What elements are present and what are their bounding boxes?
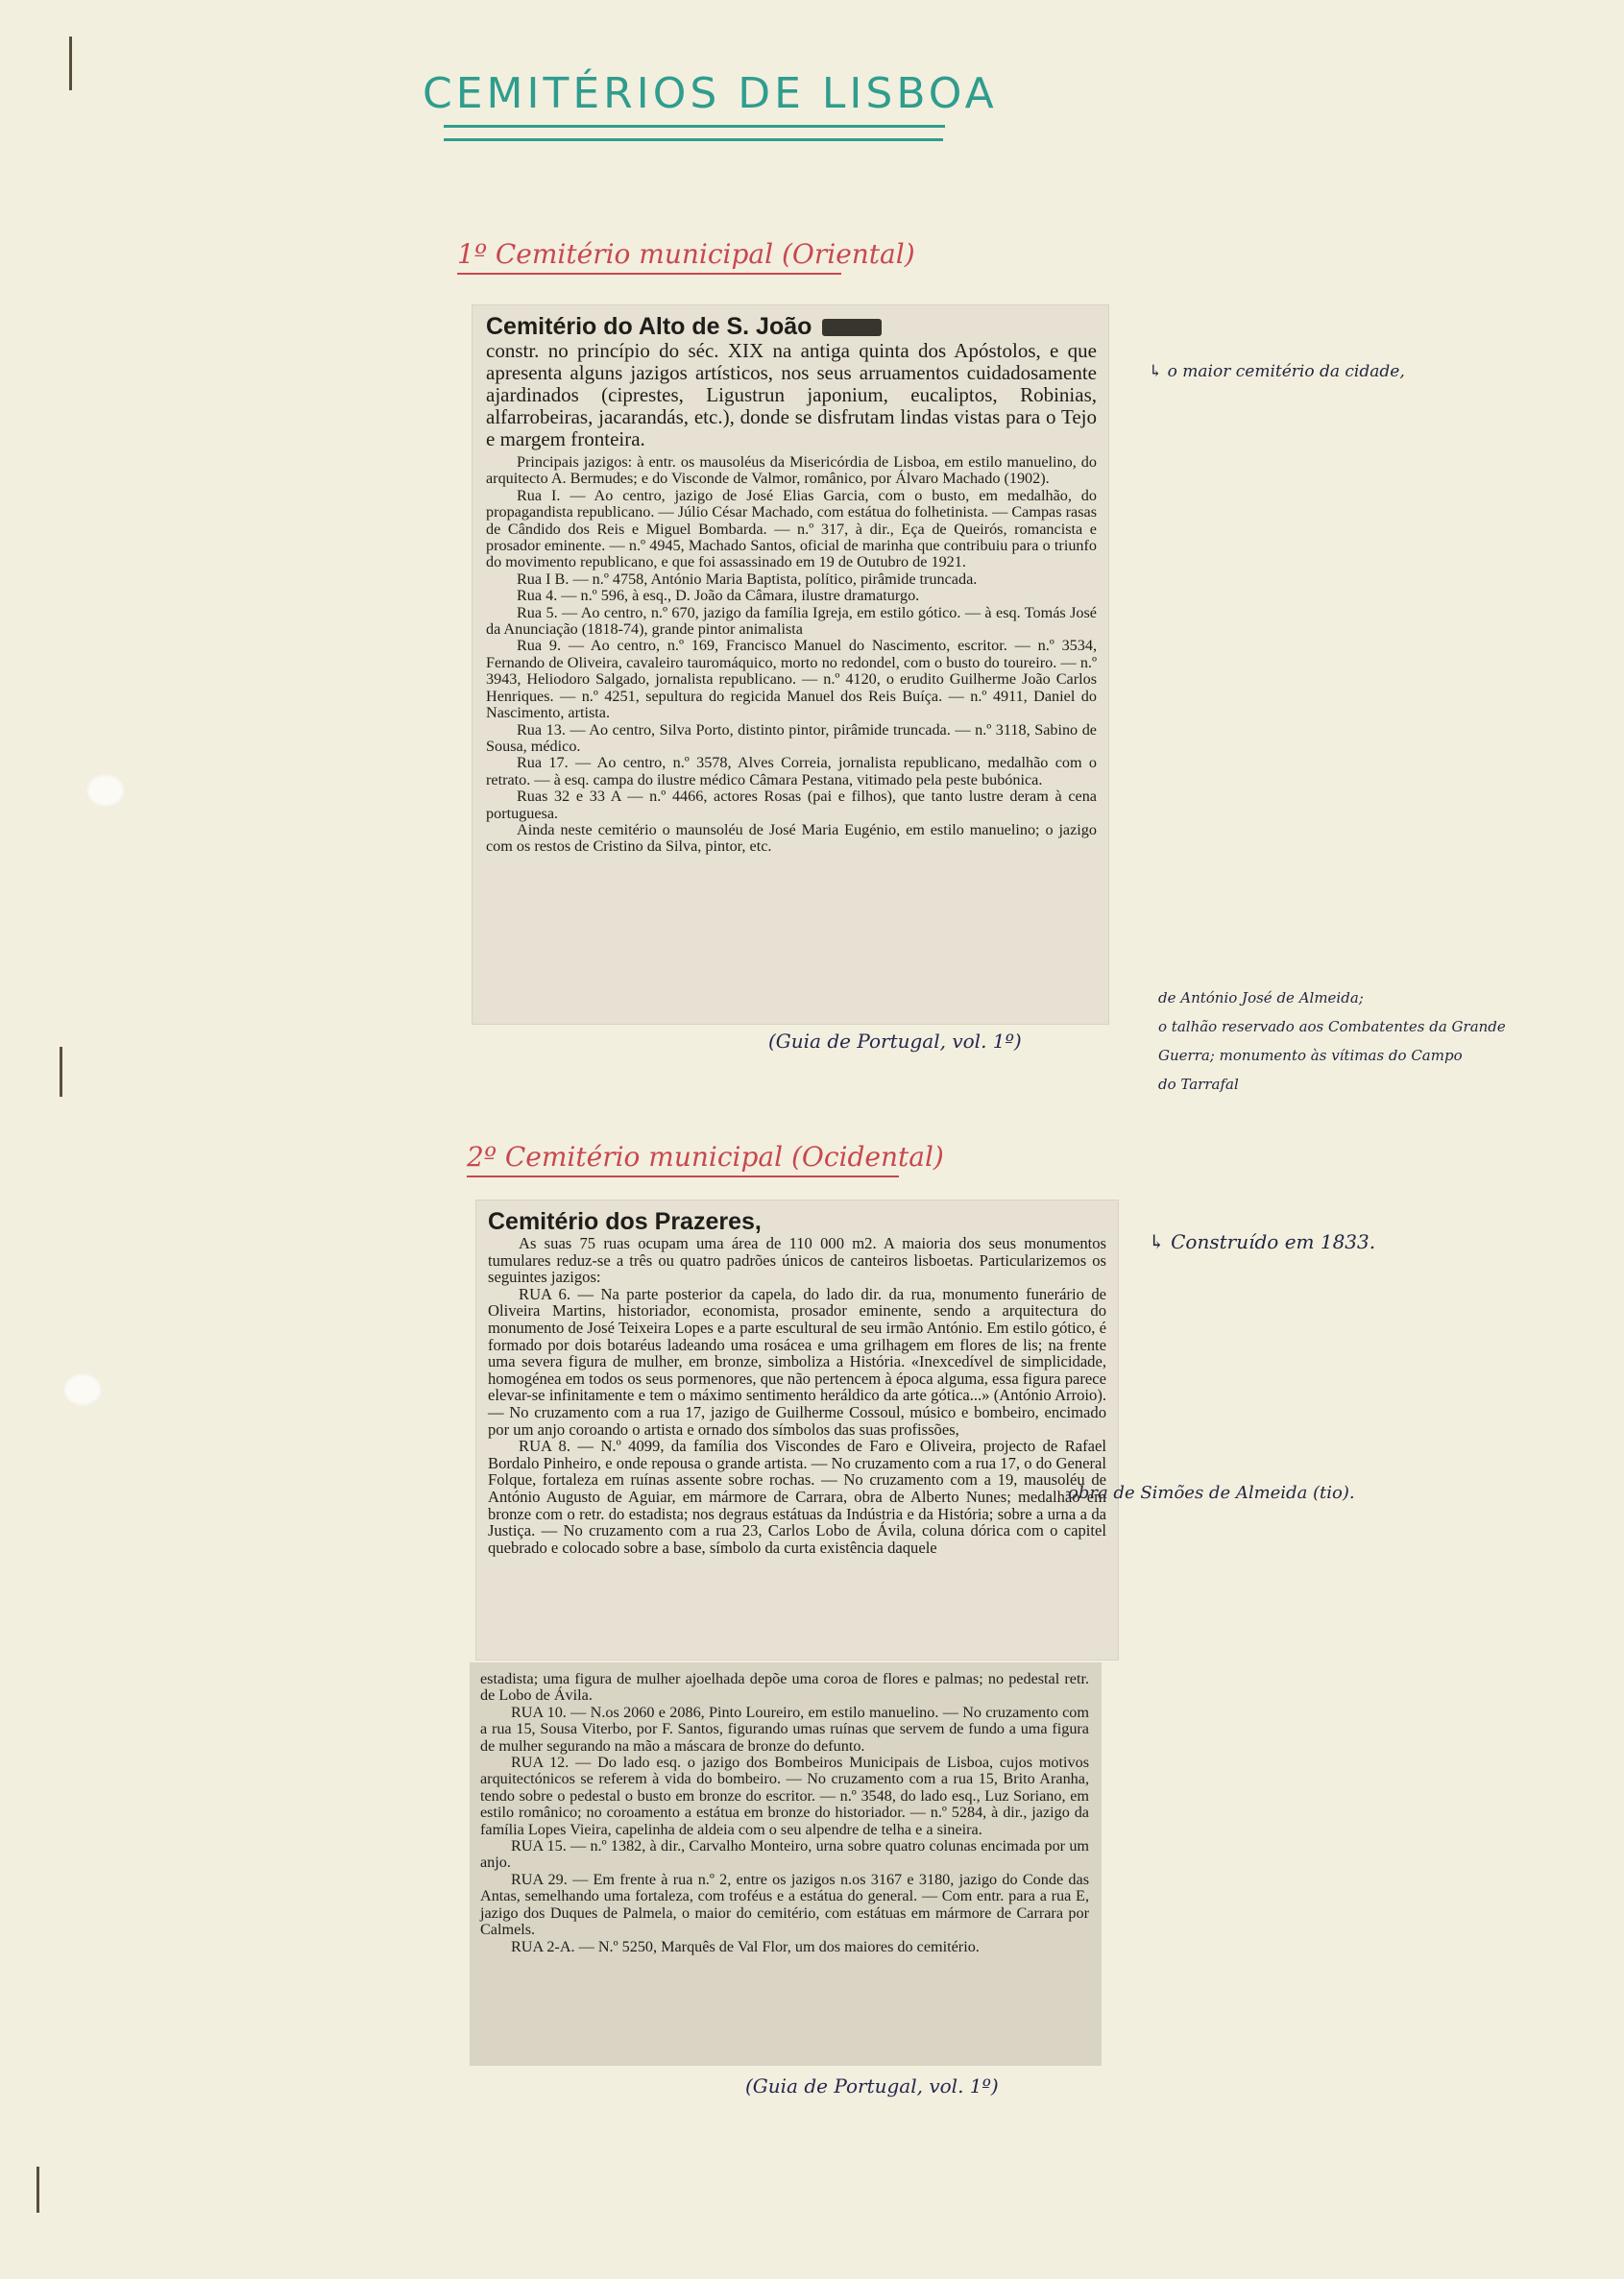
section1-paragraph: Rua I. — Ao centro, jazigo de José Elias Garcia, com o busto, em medalhão, do propagandista republicano. — Júlio César Machado, com estátua do folhetinista. — Campas rasas de Cândido dos Reis e Miguel Bombarda. — n.º 317, à dir., Eça de Queirós, romancista e prosador eminente. — n.º 4945, Machado Santos, oficial de marinha que contribuiu para o triunfo do movimento republicano, e que foi assassinado em 19 de Outubro de 1921. [486,486,1097,571]
binder-hole-bottom [63,1373,102,1406]
section2-note-top-text: Construído em 1833. [1171,1230,1376,1253]
section1-lead: constr. no princípio do séc. XIX na antiga quinta dos Apóstolos, e que apresenta alguns jazigos artísticos, nos seus arruamentos cuidadosamente ajardinados (ciprestes, Ligustrun japonium, eucaliptos, Robinias, alfarrobeiras, jacarandás, etc.), donde se disfrutam lindas vistas para o Tejo e margem fronteira. [486,339,1097,450]
section2-paragraph: estadista; uma figura de mulher ajoelhada depõe uma coroa de flores e palmas; no pedestal retr. de Lobo de Ávila. [480,1670,1089,1705]
section2-citation: (Guia de Portugal, vol. 1º) [745,2074,999,2097]
section1-clipping-title: Cemitério do Alto de S. João [486,313,812,340]
margin-tick-bottom [36,2167,39,2213]
section1-paragraph: Principais jazigos: à entr. os mausoléus da Misericórdia de Lisboa, em estilo manuelino, do arquitecto A. Bermudes; e do Visconde de Valmor, românico, por Álvaro Machado (1902). [486,453,1097,488]
section2-body-a [488,1235,1106,1556]
section1-note-top-text: o maior cemitério da cidade, [1167,362,1405,381]
section1-paragraph: Rua 5. — Ao centro, n.º 670, jazigo da família Igreja, em estilo gótico. — à esq. Tomás José da Anunciação (1818-74), grande pintor animalista [486,603,1097,639]
section1-paragraph: Rua 4. — n.º 596, à esq., D. João da Câmara, ilustre dramaturgo. [517,587,920,605]
section1-clipping [473,305,1108,1024]
section2-note-top [1149,1227,1375,1256]
section2-lead: As suas 75 ruas ocupam uma área de 110 000 m2. A maioria dos seus monumentos tumulares reduz-se a três ou quatro padrões únicos de canteiros lisboetas. Particularizemos os seguintes jazigos: [488,1234,1106,1287]
section2-paragraph: RUA 10. — N.os 2060 e 2086, Pinto Loureiro, em estilo manuelino. — No cruzamento com a rua 15, Sousa Viterbo, por F. Santos, figurando umas ruínas que servem de fundo a uma figura de mulher segurando na mão a máscara de bronze do defunto. [480,1703,1089,1755]
section2-inline-note: obra de Simões de Almeida (tio). [1068,1483,1355,1503]
section1-paragraph: Ruas 32 e 33 A — n.º 4466, actores Rosas (pai e filhos), que tanto lustre deram à cena portuguesa. [486,788,1097,822]
section1-note-line: do Tarrafal [1158,1076,1239,1093]
section2-heading: 2º Cemitério municipal (Ocidental) [467,1141,944,1173]
section1-citation: (Guia de Portugal, vol. 1º) [768,1030,1022,1053]
section2-paragraph: RUA 12. — Do lado esq. o jazigo dos Bombeiros Municipais de Lisboa, cujos motivos arquitectónicos se referem à vida do bombeiro. — No cruzamento com a rua 15, Brito Aranha, tendo sobre o pedestal o busto em bronze do escritor. — n.º 3548, do lado esq., Luz Soriano, em estilo românico; no coroamento a estátua em bronze do historiador. — n.º 5284, à dir., jazigo da família Lopes Vieira, capelinha de aldeia com o seu alpendre de telha e a sineira. [480,1754,1089,1838]
page-title: CEMITÉRIOS DE LISBOA [423,69,998,118]
section2-paragraph: RUA 15. — n.º 1382, à dir., Carvalho Monteiro, urna sobre quatro colunas encimada por um anjo. [480,1837,1089,1872]
annotation-arrow-icon: ↳ [1149,1230,1172,1253]
section1-note-bottom [1158,983,1581,1099]
title-underline-1 [444,125,945,128]
section1-paragraph: Rua 17. — Ao centro, n.º 3578, Alves Correia, jornalista republicano, medalhão com o retrato. — à esq. campa do ilustre médico Câmara Pestana, vitimado pela peste bubónica. [486,754,1097,788]
section1-body [486,454,1097,856]
binder-hole-top [86,774,125,807]
section2-heading-underline [467,1176,899,1177]
section2-paragraph: RUA 29. — Em frente à rua n.º 2, entre os jazigos n.os 3167 e 3180, jazigo do Conde das Antas, semelhando uma fortaleza, com troféus e a estátua do general. — Com entr. para a rua E, jazigo dos Duques de Palmela, o maior do cemitério, com estátuas em mármore de Carrara por Calmels. [480,1870,1089,1939]
section2-clipping-heading [488,1208,1106,1235]
title-underline-2 [444,138,943,141]
section1-paragraph: Ainda neste cemitério o maunsoléu de José Maria Eugénio, em estilo manuelino; o jazigo com os restos de Cristino da Silva, pintor, etc. [486,820,1097,856]
section2-clipping-title: Cemitério dos Prazeres, [488,1208,762,1235]
section1-paragraph: Rua 9. — Ao centro, n.º 169, Francisco Manuel do Nascimento, escritor. — n.º 3534, Fernando de Oliveira, cavaleiro tauromáquico, morto no redondel, com o busto do toureiro. — n.º 3943, Heliodoro Salgado, jornalista republicano. — n.º 4120, o erudito Guilherme João Carlos Henriques. — n.º 4251, sepultura do regicida Manuel dos Reis Buíça. — n.º 4911, Daniel do Nascimento, artista. [486,637,1097,722]
section1-heading: 1º Cemitério municipal (Oriental) [457,238,915,270]
section1-note-top [1149,357,1405,386]
section2-body-b [480,1671,1089,1955]
section2-clipping-bottom [471,1663,1101,2065]
section2-paragraph: RUA 2-A. — N.º 5250, Marquês de Val Flor, um dos maiores do cemitério. [511,1937,980,1955]
annotation-arrow-icon: ↳ [1149,362,1168,381]
section2-clipping-top [476,1200,1118,1660]
margin-tick-top [69,36,72,90]
section1-clipping-heading [486,313,1097,340]
section1-note-line: Guerra; monumento às vítimas do Campo [1158,1047,1463,1064]
section1-paragraph: Rua I B. — n.º 4758, António Maria Baptista, político, pirâmide truncada. [517,570,978,588]
margin-tick-middle [60,1047,62,1097]
section2-paragraph: RUA 6. — Na parte posterior da capela, do lado dir. da rua, monumento funerário de Oliveira Martins, historiador, economista, prosador eminente, sendo a arquitectura do monumento de José Teixeira Lopes e a parte escultural de seu irmão António. Em estilo gótico, é formado por dois botaréus ladeando uma rosácea e uma grilhagem em flores de lis; na frente uma severa figura de mulher, em bronze, simboliza a História. «Inexcedível de simplicidade, homogénea em todos os seus pormenores, que não pertencem à época alguma, essa figura parece elevar-se infinitamente e tem o máximo sentimento heráldico da arte gótica...» (António Arroio). — No cruzamento com a rua 17, jazigo de Guilherme Cossoul, músico e bombeiro, encimado por um anjo coroando o artista e ornado dos símbolos das suas profissões, [488,1284,1106,1439]
section1-note-line: o talhão reservado aos Combatentes da Grande [1158,1018,1506,1035]
section2-paragraph: RUA 8. — N.º 4099, da família dos Viscondes de Faro e Oliveira, projecto de Rafael Bordalo Pinheiro, e onde repousa o grande artista. — No cruzamento com a rua 17, o do General Folque, fortaleza em ruínas assente sobre rochas. — No cruzamento com a 19, mausoléu de António Augusto de Aguiar, em mármore de Carrara, obra de Alberto Nunes; medalhão em bronze com o retr. do estadista; nos degraus estátuas da Indústria e da História; sobre a urna a da Justiça. — No cruzamento com a rua 23, Carlos Lobo de Ávila, coluna dórica com o capitel quebrado e colocado sobre a base, símbolo da curta existência daquele [488,1437,1106,1557]
section1-paragraph: Rua 13. — Ao centro, Silva Porto, distinto pintor, pirâmide truncada. — n.º 3118, Sabino de Sousa, médico. [486,720,1097,755]
struck-word-marker [822,319,882,336]
section1-note-line: de António José de Almeida; [1158,989,1364,1006]
section1-heading-underline [457,273,841,275]
